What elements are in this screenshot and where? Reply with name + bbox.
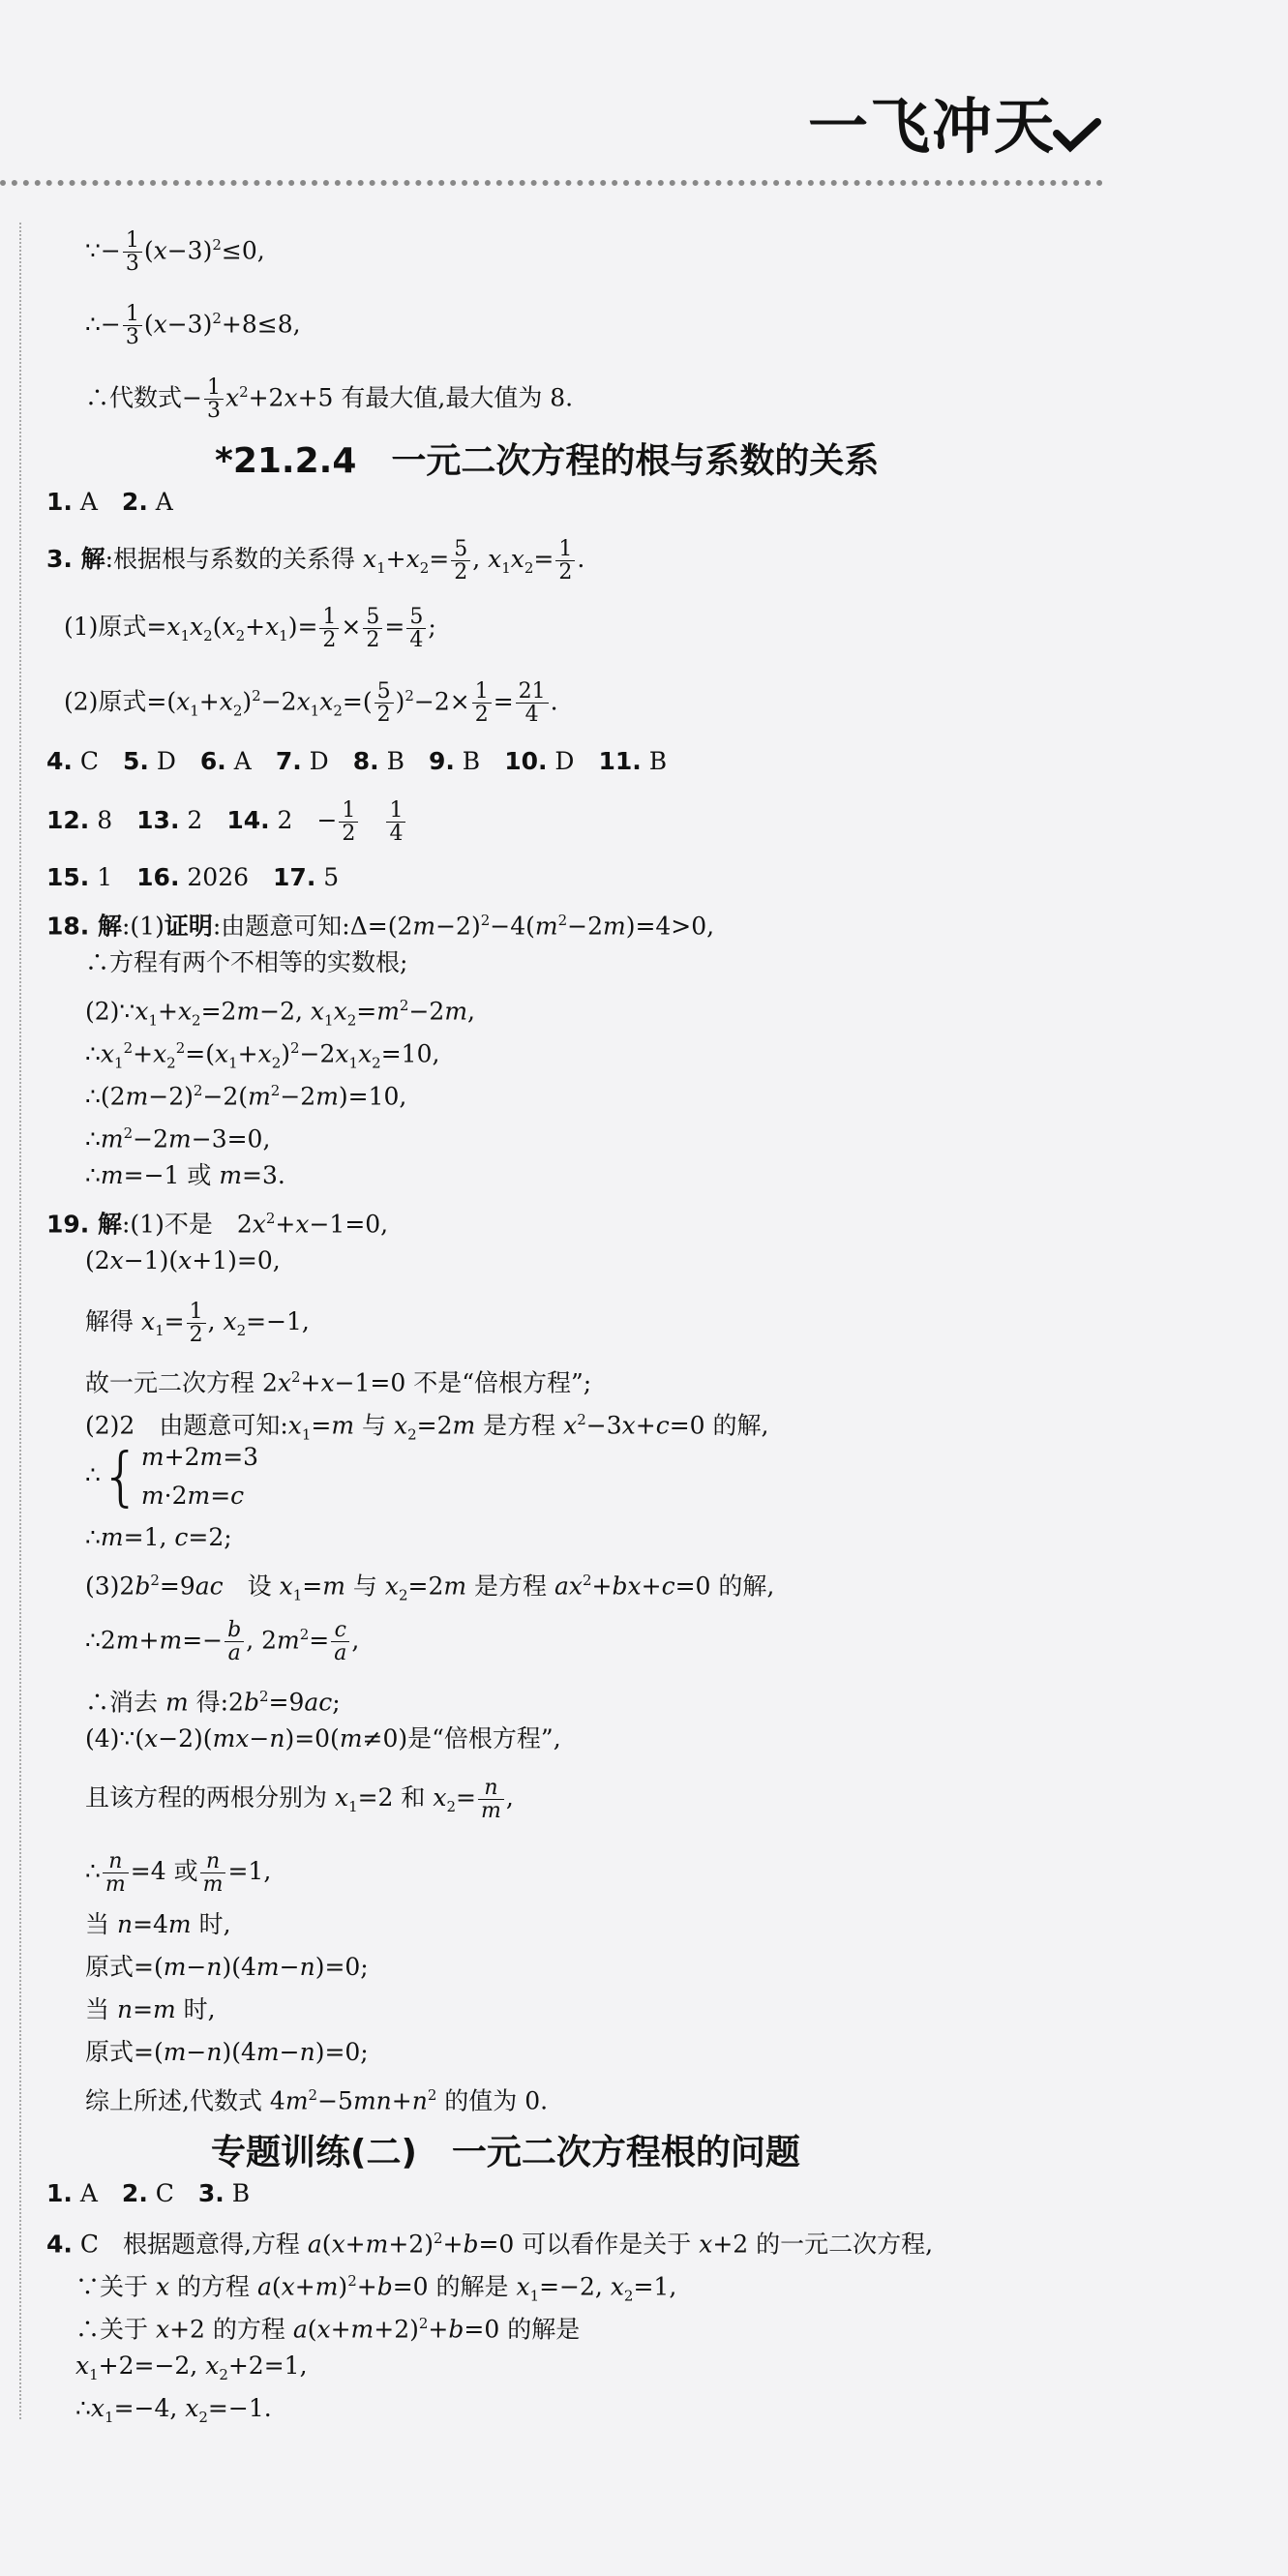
answer-19-q: 原式=(m−n)(4m−n)=0; [85, 2038, 369, 2066]
answers-1-2: 1. A 2. A [46, 488, 173, 516]
answer-b-4-e: $\therefore x_1=-4$, $x_2=-1$. [75, 2394, 272, 2426]
answer-19-l: 且该方程的两根分别为 $x_1=2$ 和 $x_2=$ $\frac{n}{m}$ , [85, 1776, 514, 1824]
answer-18: 18. 解:(1)证明:由题意可知$:\Delta=(2m-2)^2-4(m^2-2m)=4>0$, [46, 912, 715, 941]
margin-rule [19, 223, 21, 2419]
answer-b-4-c: ∴关于 x+2 的方程 $a(x+m+2)^2+b=0$ 的解是 [75, 2315, 581, 2344]
answer-b-4-b: ∵关于 x 的方程 $a(x+m)^2+b=0$ 的解是 $x_1=-2$, $x_2=1$, [75, 2272, 677, 2305]
answer-3-2: (2)原式$=(x_1+x_2)^2-2x_1x_2=$( $\frac{5}{2}$ )$^2$−2× $\frac{1}{2}$ = $\frac{21}{4}$ . [64, 679, 558, 728]
answer-19-o: 原式=(m−n)(4m−n)=0; [85, 1953, 369, 1981]
answer-19-m: ∴ $\frac{n}{m}$ =4 或 $\frac{n}{m}$ =1, [85, 1849, 272, 1898]
answers-4-11: 4. C 5. D 6. A 7. D 8. B 9. B 10. D 11. B [46, 747, 668, 775]
answer-3: 3. 解:根据根与系数的关系得 $x_1+x_2=$ $\frac{5}{2}$ , $x_1x_2=$ $\frac{1}{2}$ . [46, 537, 585, 585]
line-l2: ∴− $\frac{1}{3}$ $(x-3)^2+8\le 8$, [85, 302, 301, 350]
answer-19-n: 当 n=4m 时, [85, 1910, 231, 1938]
answers-12-14: 12. 8 13. 2 14. 2 − $\frac{1}{2}$ $\frac{1}{4}$ [46, 799, 407, 845]
answer-19-system: ∴{ m+2m=3 m·2m=c [85, 1439, 259, 1513]
answer-19-r: 综上所述,代数式 $4m^2-5mn+n^2$ 的值为 0. [85, 2086, 549, 2115]
answer-19-j: ∴消去 m 得$:2b^2=9ac$; [85, 1688, 341, 1717]
answer-19-d: 故一元二次方程 $2x^2+x-1=0$ 不是“倍根方程”; [85, 1368, 592, 1397]
answer-19-g: ∴m=1, c=2; [85, 1523, 232, 1551]
answer-19-h: $(3)2b^2=9ac$ 设 $x_1=m$ 与 $x_2=2m$ 是方程 $ax^2+bx+c=0$ 的解, [85, 1572, 775, 1604]
answer-19-c: 解得 $x_1=$ $\frac{1}{2}$ , $x_2=-1$, [85, 1300, 310, 1348]
answer-19-i: ∴2m+m=− $\frac{b}{a}$ , $2m^2=$ $\frac{c}{a}$ , [85, 1618, 360, 1666]
answers-b-1-3: 1. A 2. C 3. B [46, 2179, 251, 2207]
answer-19-k: (4)∵(x−2)(mx−n)=0(m≠0)是“倍根方程”, [85, 1724, 561, 1752]
section-title-2: 专题训练(二) 一元二次方程根的问题 [211, 2133, 800, 2172]
answer-b-4-d: $x_1+2=-2$, $x_2+2=1$, [75, 2351, 308, 2383]
answer-19-p: 当 n=m 时, [85, 1995, 216, 2023]
answer-19-e: (2)2 由题意可知$:x_1=m$ 与 $x_2=2m$ 是方程 $x^2-3x+c=0$ 的解, [85, 1411, 769, 1444]
answer-18-e: $\therefore(2m-2)^2-2(m^2-2m)=10$, [85, 1082, 407, 1111]
section-title-1: *21.2.4 一元二次方程的根与系数的关系 [215, 441, 880, 481]
answer-3-1: (1)原式$=x_1x_2(x_2+x_1)=$ $\frac{1}{2}$ × $\frac{5}{2}$ = $\frac{5}{4}$ ; [64, 605, 436, 653]
answer-18-f: $\therefore m^2-2m-3=0$, [85, 1124, 271, 1153]
answer-19: 19. 解:(1)不是 $2x^2+x-1=0$, [46, 1210, 389, 1239]
answers-15-17: 15. 1 16. 2026 17. 5 [46, 863, 340, 891]
system-eq-2: m·2m=c [140, 1482, 245, 1510]
line-l1: ∵− $\frac{1}{3}$ $(x-3)^2\le 0$, [85, 228, 265, 277]
answer-b-4: 4. C 根据题意得,方程 $a(x+m+2)^2+b=0$ 可以看作是关于 x+2 的一元二次方程, [46, 2230, 934, 2259]
answer-18-d: $\therefore x_1^2+x_2^2=(x_1+x_2)^2-2x_1x_2=10$, [85, 1039, 440, 1072]
answer-18-g: ∴m=−1 或 m=3. [85, 1161, 285, 1189]
checkmark-icon [1053, 116, 1101, 155]
header-divider [0, 180, 1103, 186]
brand-logo: 一飞冲天 [808, 91, 1057, 162]
line-l3: ∴代数式− $\frac{1}{3}$ $x^2+2x+5$ 有最大值,最大值为 8. [85, 375, 574, 424]
answer-19-b: (2x−1)(x+1)=0, [85, 1246, 281, 1274]
system-eq-1: m+2m=3 [140, 1443, 259, 1471]
answer-18-b: ∴方程有两个不相等的实数根; [85, 948, 408, 976]
answer-18-c: $(2)\because x_1+x_2=2m-2$, $x_1x_2=m^2-2m$, [85, 997, 475, 1030]
